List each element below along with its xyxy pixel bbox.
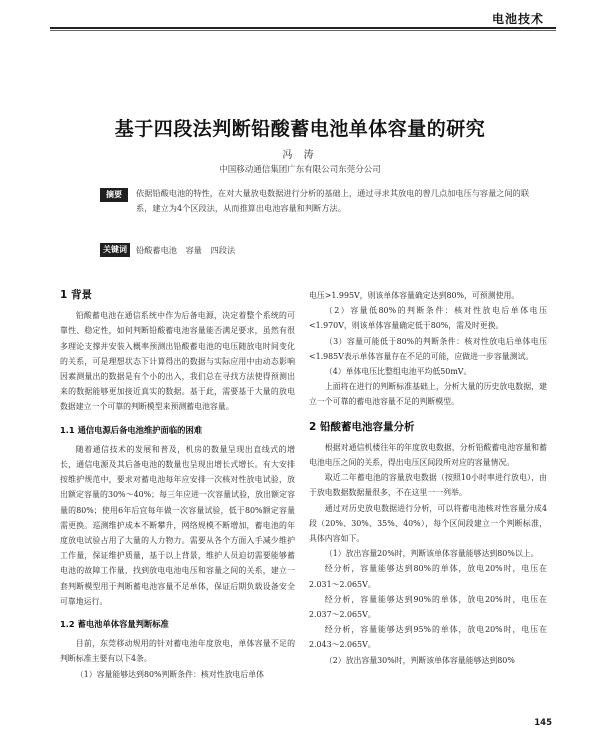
paragraph: 上面将在进行的判断标准基础上，分析大量的历史放电数据，建立一个可靠的蓄电池容量不足的判断模型。 [309, 382, 547, 407]
paragraph: 随着通信技术的发展和普及，机房的数量呈现出直线式的增长，通信电源及其后备电池的数量也呈现出增长式增长。有大安排按维护规范中，要求对蓄电池每年应安排一次核对性放电试验，放出额定容量的30%～40%；每三年应进一次容量试验，放出额定容量的80%；使用6年后宜每年做一次容量试验，低于80%额定容量需更换。巡测维护成本不断攀升，网络规模不断增加，蓄电池的年度放电试验占用了大量的人力物力。需要从各个方面入手减少维护工作量，保证维护质量，基于以上背景，维护人员迫切需要能够蓄电池的故障工作量，找到放电电池电压和容量之间的关系，建立一套判断模型用于判断蓄电池容量不足单体，保证后期负载设备安全可靠地运行。 [60, 444, 295, 606]
left-column [60, 288, 295, 682]
abstract-text: 依据铅酸电池的特性，在对大量放电数据进行分析的基础上，通过寻求其放电的曾几点加电压与容量之间的联系，建立为4个区段法，从而推算出电池容量和判断方法。 [136, 188, 530, 213]
paragraph: 根据对通信机楼往年的年度放电数据，分析铅酸蓄电池容量和蓄电池电压之间的关系，得出电压区间段所对应的容量情况。 [309, 442, 547, 468]
subsection-heading-1-1: 1.1 通信电源后备电池维护面临的困难 [60, 424, 203, 435]
paragraph: （2）放出容量30%时，判断该单体容量能够达到80% [324, 655, 515, 665]
keyword: 四段法 [210, 245, 236, 255]
abstract-tag: 摘要 [100, 188, 128, 202]
author: 冯 涛 [282, 150, 318, 161]
paragraph: 经分析，容量能够达到80%的单体，放电20%时，电压在2.031～2.065V。 [309, 564, 547, 589]
paragraph: 通过对历史放电数据进行分析，可以将蓄电池核对性容量分成4段（20%、30%、35%、40%），每个区间段建立一个判断标准，具体内容如下。 [309, 503, 547, 544]
subsection-heading-1-2: 1.2 蓄电池单体容量判断标准 [60, 619, 169, 630]
paragraph: （1）容量能够达到80%判断条件：核对性放电后单体 [75, 669, 265, 679]
header-rule [50, 27, 556, 29]
keyword: 容量 [185, 245, 202, 255]
keyword: 铅酸蓄电池 [136, 245, 177, 255]
paragraph: （1）放出容量20%时，判断该单体容量能够达到80%以上。 [324, 549, 539, 559]
paragraph: 目前，东莞移动规用的针对蓄电池年度放电，单体容量不足的判断标准主要有以下4条。 [60, 639, 295, 664]
paper-title: 基于四段法判断铅酸蓄电池单体容量的研究 [114, 118, 486, 140]
paragraph: 经分析，容量能够达到90%的单体，放电20%时，电压在2.037～2.065V。 [309, 594, 547, 620]
paragraph: 经分析，容量能够达到95%的单体，放电20%时，电压在2.043～2.065V。 [309, 625, 547, 650]
paragraph: （3）容量可能低于80%的判断条件：核对性放电后单体电压<1.985V表示单体容量存在不足的可能，应做进一步容量测试。 [309, 336, 547, 361]
paragraph: 铅酸蓄电池在通信系统中作为后备电源，决定着整个系统的可靠性、稳定性，如何判断铅酸蓄电池容量能否满足要求，虽然有很多理论支撑并安装入概率预测出铅酸蓄电池的电压随放电时间变化的关系，可是理想状态下计算得出的数据与实际应用中由动态影响因素测量出的数据是有个小的出入，我们总在寻找方法使得预测出来的数据能够更加接近真实的数据。基于此，需要基于大量的放电数据建立一个可靠的判断模型来预测蓄电池容量。 [60, 311, 295, 412]
keywords-tag: 关键词 [100, 243, 130, 257]
paragraph: 取近二年蓄电池的容量放电数据（按照10小时率进行放电），由于放电数据数据量很多，不在这里一一列举。 [309, 473, 547, 498]
affiliation: 中国移动通信集团广东有限公司东莞分公司 [219, 165, 381, 175]
section-heading-1: 1 背景 [60, 289, 92, 301]
paragraph: 电压>1.995V，则该单体容量确定达到80%，可预测使用。 [309, 291, 520, 300]
right-column [309, 288, 547, 668]
header-rule-thin [50, 30, 556, 31]
section-heading-2: 2 铅酸蓄电池容量分析 [309, 420, 415, 433]
section-header: 电池技术 [491, 12, 544, 26]
page-number: 145 [534, 718, 552, 728]
paragraph: （4）单体电压比整组电池平均低50mV。 [324, 367, 472, 377]
keywords-list [136, 245, 235, 256]
paragraph: （2）容量低80%的判断条件：核对性放电后单体电压<1.970V，则该单体容量确定低于80%，需及时更换。 [309, 306, 547, 331]
